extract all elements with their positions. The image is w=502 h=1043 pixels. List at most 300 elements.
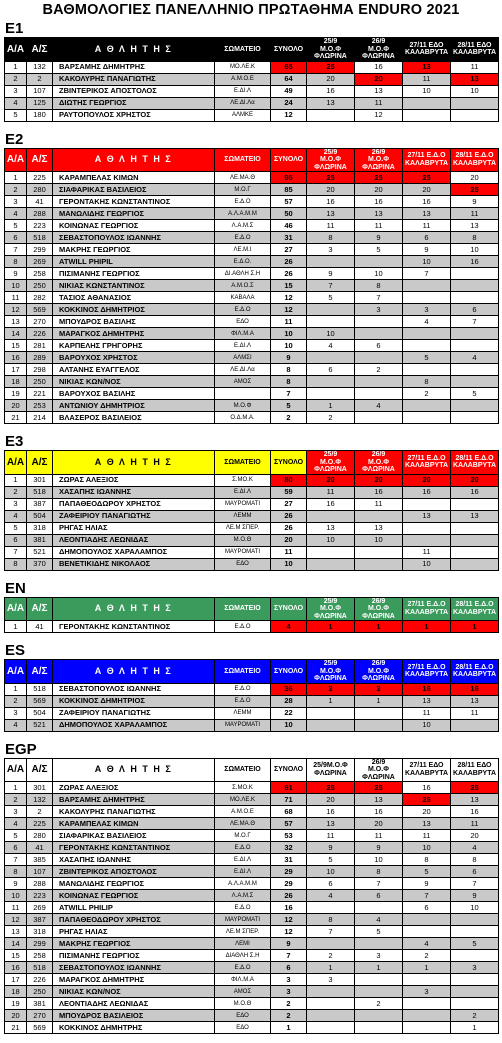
points-cell: 9 xyxy=(307,842,355,854)
athlete-name: ΧΑΣΑΠΗΣ ΙΩΑΝΝΗΣ xyxy=(53,486,215,498)
bib-cell: 299 xyxy=(27,244,53,256)
rank-cell: 1 xyxy=(5,172,27,184)
bib-cell: 269 xyxy=(27,902,53,914)
table-row xyxy=(5,534,499,546)
club-cell: Ε.Δ.Ο xyxy=(215,683,271,695)
header-row xyxy=(5,597,499,621)
athlete-name: ΣΙΑΦΑΡΙΚΑΣ ΒΑΣΙΛΕΙΟΣ xyxy=(53,830,215,842)
points-cell: 2 xyxy=(403,950,451,962)
col-header-event: 27/11 Ε.Δ.Ο ΚΑΛΑΒΡΥΤΑ xyxy=(403,597,451,621)
points-cell: 13 xyxy=(403,510,451,522)
points-cell: 5 xyxy=(355,926,403,938)
col-header-as: Α/Σ xyxy=(27,758,53,782)
col-header-club: ΣΩΜΑΤΕΙΟ xyxy=(215,451,271,475)
total-points: 10 xyxy=(271,719,307,731)
points-cell: 16 xyxy=(403,782,451,794)
points-cell: 7 xyxy=(403,268,451,280)
bib-cell: 504 xyxy=(27,707,53,719)
col-header-event: 27/11 Ε.Δ.Ο ΚΑΛΑΒΡΥΤΑ xyxy=(403,148,451,172)
points-cell: 8 xyxy=(355,280,403,292)
table-row xyxy=(5,268,499,280)
athlete-name: ΒΑΡΣΑΜΗΣ ΔΗΜΗΤΡΗΣ xyxy=(53,794,215,806)
col-header-athlete: Α Θ Λ Η Τ Η Σ xyxy=(53,148,215,172)
total-points: 12 xyxy=(271,304,307,316)
points-cell: 2 xyxy=(355,998,403,1010)
rank-cell: 2 xyxy=(5,794,27,806)
table-row xyxy=(5,388,499,400)
rank-cell: 3 xyxy=(5,806,27,818)
bib-cell: 226 xyxy=(27,328,53,340)
standings-table-e1 xyxy=(4,37,499,122)
athlete-name: ΜΑΡΑΓΚΟΣ ΔΗΜΗΤΡΗΣ xyxy=(53,328,215,340)
total-points: 26 xyxy=(271,256,307,268)
total-points: 64 xyxy=(271,73,307,85)
points-cell: 8 xyxy=(451,854,499,866)
points-cell: 16 xyxy=(307,498,355,510)
total-points: 59 xyxy=(271,486,307,498)
header-row xyxy=(5,758,499,782)
table-row xyxy=(5,256,499,268)
col-header-event: 26/9 Μ.Ο.Φ ΦΛΩΡΙΝΑ xyxy=(355,660,403,684)
points-cell xyxy=(403,412,451,424)
rank-cell: 11 xyxy=(5,902,27,914)
table-row xyxy=(5,376,499,388)
col-header-aa: Α/Α xyxy=(5,38,27,62)
bib-cell: 258 xyxy=(27,950,53,962)
points-cell xyxy=(307,316,355,328)
points-cell: 13 xyxy=(355,85,403,97)
col-header-aa: Α/Α xyxy=(5,758,27,782)
rank-cell: 2 xyxy=(5,73,27,85)
points-cell: 1 xyxy=(451,1022,499,1034)
points-cell: 10 xyxy=(355,854,403,866)
points-cell: 25 xyxy=(307,61,355,73)
table-row xyxy=(5,340,499,352)
rank-cell: 1 xyxy=(5,683,27,695)
table-row xyxy=(5,974,499,986)
points-cell: 11 xyxy=(307,486,355,498)
club-cell: ΛΕ.ΔΙ.Λα xyxy=(215,97,271,109)
col-header-event: 25/9 Μ.Ο.Φ ΦΛΩΡΙΝΑ xyxy=(307,451,355,475)
points-cell: 9 xyxy=(451,196,499,208)
rank-cell: 2 xyxy=(5,184,27,196)
col-header-as: Α/Σ xyxy=(27,451,53,475)
athlete-name: ΒΛΑΣΕΡΟΣ ΒΑΣΙΛΕΙΟΣ xyxy=(53,412,215,424)
points-cell: 3 xyxy=(451,962,499,974)
total-points: 31 xyxy=(271,232,307,244)
total-points: 10 xyxy=(271,340,307,352)
bib-cell: 301 xyxy=(27,474,53,486)
points-cell: 2 xyxy=(451,1010,499,1022)
points-cell: 20 xyxy=(403,806,451,818)
club-cell: Ε.ΔΙ.Λ xyxy=(215,854,271,866)
table-row xyxy=(5,986,499,998)
col-header-as: Α/Σ xyxy=(27,660,53,684)
table-row xyxy=(5,292,499,304)
points-cell: 8 xyxy=(307,914,355,926)
category-label: E2 xyxy=(5,130,24,148)
points-cell: 4 xyxy=(355,914,403,926)
bib-cell: 223 xyxy=(27,890,53,902)
points-cell: 1 xyxy=(355,962,403,974)
athlete-name: ΚΑΡΠΕΛΗΣ ΓΡΗΓΟΡΗΣ xyxy=(53,340,215,352)
rank-cell: 6 xyxy=(5,842,27,854)
total-points: 26 xyxy=(271,890,307,902)
rank-cell: 16 xyxy=(5,962,27,974)
table-row xyxy=(5,85,499,97)
points-cell: 20 xyxy=(451,172,499,184)
bib-cell: 250 xyxy=(27,986,53,998)
points-cell: 9 xyxy=(355,232,403,244)
points-cell: 16 xyxy=(451,806,499,818)
athlete-name: ΑΝΤΩΝΙΟΥ ΔΗΜΗΤΡΙΟΣ xyxy=(53,400,215,412)
bib-cell: 385 xyxy=(27,854,53,866)
total-points: 95 xyxy=(271,172,307,184)
points-cell: 16 xyxy=(451,486,499,498)
points-cell xyxy=(355,546,403,558)
points-cell: 6 xyxy=(355,890,403,902)
club-cell: Α.Μ.Ο.Ε xyxy=(215,806,271,818)
table-row xyxy=(5,220,499,232)
points-cell xyxy=(307,707,355,719)
points-cell xyxy=(403,1022,451,1034)
points-cell xyxy=(403,534,451,546)
points-cell: 11 xyxy=(403,830,451,842)
points-cell: 11 xyxy=(403,220,451,232)
table-row xyxy=(5,316,499,328)
points-cell: 5 xyxy=(355,244,403,256)
col-header-event: 28/11 Ε.Δ.Ο ΚΑΛΑΒΡΥΤΑ xyxy=(451,660,499,684)
bib-cell: 180 xyxy=(27,109,53,121)
rank-cell: 17 xyxy=(5,974,27,986)
table-row xyxy=(5,328,499,340)
bib-cell: 280 xyxy=(27,830,53,842)
points-cell: 13 xyxy=(403,208,451,220)
total-points: 46 xyxy=(271,220,307,232)
table-row xyxy=(5,510,499,522)
athlete-name: ΣΕΒΑΣΤΟΠΟΥΛΟΣ ΙΩΑΝΝΗΣ xyxy=(53,232,215,244)
rank-cell: 9 xyxy=(5,268,27,280)
club-cell: Ε.Δ.Ο xyxy=(215,962,271,974)
col-header-event: 25/9 Μ.Ο.Φ ΦΛΩΡΙΝΑ xyxy=(307,660,355,684)
points-cell: 16 xyxy=(355,806,403,818)
points-cell xyxy=(307,388,355,400)
bib-cell: 387 xyxy=(27,498,53,510)
points-cell: 10 xyxy=(403,842,451,854)
athlete-name: ΚΟΚΚΙΝΟΣ ΔΗΜΗΤΡΙΟΣ xyxy=(53,695,215,707)
points-cell: 1 xyxy=(307,695,355,707)
bib-cell: 41 xyxy=(27,196,53,208)
points-cell: 20 xyxy=(355,818,403,830)
table-row xyxy=(5,719,499,731)
rank-cell: 4 xyxy=(5,208,27,220)
rank-cell: 6 xyxy=(5,232,27,244)
athlete-name: ΜΠΟΥΔΡΟΣ ΒΑΣΙΛΕΙΟΣ xyxy=(53,1010,215,1022)
points-cell: 4 xyxy=(451,352,499,364)
total-points: 8 xyxy=(271,376,307,388)
points-cell xyxy=(355,510,403,522)
points-cell xyxy=(355,376,403,388)
bib-cell: 288 xyxy=(27,878,53,890)
points-cell: 13 xyxy=(403,818,451,830)
points-cell: 5 xyxy=(451,938,499,950)
points-cell: 11 xyxy=(403,73,451,85)
athlete-name: ΜΑΡΑΓΚΟΣ ΔΗΜΗΤΡΗΣ xyxy=(53,974,215,986)
club-cell: Ε.Δ.Ο xyxy=(215,902,271,914)
club-cell: Σ.ΜΟ.Κ xyxy=(215,782,271,794)
points-cell: 13 xyxy=(451,510,499,522)
points-cell: 7 xyxy=(355,292,403,304)
athlete-name: ΒΑΡΣΑΜΗΣ ΔΗΜΗΤΡΗΣ xyxy=(53,61,215,73)
col-header-event: 25/9 Μ.Ο.Φ ΦΛΩΡΙΝΑ xyxy=(307,597,355,621)
col-header-athlete: Α Θ Λ Η Τ Η Σ xyxy=(53,451,215,475)
club-cell: ΛΕ.Μ.Ι xyxy=(215,244,271,256)
col-header-club: ΣΩΜΑΤΕΙΟ xyxy=(215,148,271,172)
page-title: ΒΑΘΜΟΛΟΓΙΕΣ ΠΑΝΕΛΛΗΝΙΟ ΠΡΩΤΑΘΗΜΑ ENDURO 2021 xyxy=(42,2,460,18)
bib-cell: 318 xyxy=(27,926,53,938)
club-cell: ΛΕ.Μ ΣΠΕΡ. xyxy=(215,926,271,938)
club-cell: Α.Μ.Ο.Ε xyxy=(215,73,271,85)
athlete-name: ΝΙΚΙΑΣ ΚΩΝ/ΝΟΣ xyxy=(53,986,215,998)
col-header-total: ΣΥΝΟΛΟ xyxy=(271,38,307,62)
points-cell: 16 xyxy=(307,196,355,208)
bib-cell: 381 xyxy=(27,534,53,546)
points-cell xyxy=(307,352,355,364)
table-row xyxy=(5,522,499,534)
table-row xyxy=(5,412,499,424)
col-header-as: Α/Σ xyxy=(27,38,53,62)
table-row xyxy=(5,184,499,196)
points-cell: 9 xyxy=(451,890,499,902)
points-cell: 2 xyxy=(403,388,451,400)
col-header-event: 26/9 Μ.Ο.Φ ΦΛΩΡΙΝΑ xyxy=(355,38,403,62)
points-cell: 13 xyxy=(307,522,355,534)
col-header-event: 28/11 Ε.Δ.Ο ΚΑΛΑΒΡΥΤΑ xyxy=(451,148,499,172)
total-points: 31 xyxy=(271,854,307,866)
rank-cell: 4 xyxy=(5,719,27,731)
athlete-name: ΠΙΣΙΜΑΝΗΣ ΓΕΩΡΓΙΟΣ xyxy=(53,268,215,280)
bib-cell: 289 xyxy=(27,352,53,364)
points-cell xyxy=(355,388,403,400)
athlete-name: ΚΑΡΑΜΠΕΛΑΣ ΚΙΜΩΝ xyxy=(53,172,215,184)
table-row xyxy=(5,546,499,558)
points-cell: 13 xyxy=(451,220,499,232)
points-cell xyxy=(403,97,451,109)
points-cell xyxy=(307,998,355,1010)
rank-cell: 10 xyxy=(5,890,27,902)
total-points: 12 xyxy=(271,914,307,926)
table-row xyxy=(5,61,499,73)
total-points: 2 xyxy=(271,412,307,424)
athlete-name: ΜΑΚΡΗΣ ΓΕΩΡΓΙΟΣ xyxy=(53,938,215,950)
points-cell xyxy=(403,340,451,352)
club-cell: Μ.Ο.Φ xyxy=(215,400,271,412)
table-row xyxy=(5,842,499,854)
points-cell: 16 xyxy=(451,683,499,695)
total-points: 29 xyxy=(271,878,307,890)
points-cell: 9 xyxy=(307,268,355,280)
table-row xyxy=(5,208,499,220)
athlete-name: ΡΑΥΤΟΠΟΥΛΟΣ ΧΡΗΣΤΟΣ xyxy=(53,109,215,121)
table-row xyxy=(5,1010,499,1022)
points-cell xyxy=(451,109,499,121)
points-cell: 4 xyxy=(451,842,499,854)
athlete-name: ATWILL PHIPIL xyxy=(53,256,215,268)
bib-cell: 518 xyxy=(27,683,53,695)
col-header-aa: Α/Α xyxy=(5,660,27,684)
points-cell: 20 xyxy=(403,184,451,196)
table-row xyxy=(5,938,499,950)
points-cell: 25 xyxy=(355,782,403,794)
club-cell: ΦΙΛ.Μ.Α xyxy=(215,974,271,986)
rank-cell: 4 xyxy=(5,97,27,109)
bib-cell: 225 xyxy=(27,818,53,830)
total-points: 7 xyxy=(271,388,307,400)
standings-table-en xyxy=(4,597,499,634)
club-cell: ΑΜΟΣ xyxy=(215,986,271,998)
bib-cell: 282 xyxy=(27,292,53,304)
table-row xyxy=(5,109,499,121)
athlete-name: ΡΗΓΑΣ ΗΛΙΑΣ xyxy=(53,926,215,938)
col-header-total: ΣΥΝΟΛΟ xyxy=(271,597,307,621)
points-cell: 7 xyxy=(403,890,451,902)
club-cell: Ε.Δ.Ο xyxy=(215,842,271,854)
bib-cell: 387 xyxy=(27,914,53,926)
points-cell xyxy=(355,986,403,998)
standings-table-e2 xyxy=(4,148,499,425)
points-cell: 9 xyxy=(403,878,451,890)
total-points: 27 xyxy=(271,498,307,510)
bib-cell: 221 xyxy=(27,388,53,400)
bib-cell: 280 xyxy=(27,184,53,196)
club-cell: Μ.Ο.Γ xyxy=(215,830,271,842)
col-header-total: ΣΥΝΟΛΟ xyxy=(271,660,307,684)
athlete-name: ΜΑΝΩΛΙΔΗΣ ΓΕΩΡΓΙΟΣ xyxy=(53,878,215,890)
total-points: 10 xyxy=(271,328,307,340)
club-cell: Ε.Δ.Ο xyxy=(215,196,271,208)
points-cell: 10 xyxy=(403,719,451,731)
club-cell: Ε.ΔΙ.Λ xyxy=(215,866,271,878)
points-cell xyxy=(307,256,355,268)
col-header-total: ΣΥΝΟΛΟ xyxy=(271,451,307,475)
athlete-name: ΤΑΣΙΟΣ ΑΘΑΝΑΣΙΟΣ xyxy=(53,292,215,304)
points-cell: 20 xyxy=(307,73,355,85)
points-cell: 1 xyxy=(307,400,355,412)
club-cell: Ε.Δ.Ο xyxy=(215,232,271,244)
bib-cell: 214 xyxy=(27,412,53,424)
points-cell xyxy=(403,280,451,292)
table-row xyxy=(5,498,499,510)
total-points: 12 xyxy=(271,109,307,121)
points-cell: 11 xyxy=(307,220,355,232)
points-cell: 11 xyxy=(307,830,355,842)
header-row xyxy=(5,38,499,62)
points-cell xyxy=(451,914,499,926)
points-cell: 10 xyxy=(403,256,451,268)
points-cell xyxy=(451,974,499,986)
club-cell: ΛΕΜΜ xyxy=(215,707,271,719)
points-cell xyxy=(403,998,451,1010)
points-cell: 1 xyxy=(307,621,355,633)
bib-cell: 301 xyxy=(27,782,53,794)
total-points: 49 xyxy=(271,85,307,97)
athlete-name: ΔΗΜΟΠΟΥΛΟΣ ΧΑΡΑΛΑΜΠΟΣ xyxy=(53,719,215,731)
col-header-event: 26/9 Μ.Ο.Φ ΦΛΩΡΙΝΑ xyxy=(355,597,403,621)
athlete-name: ΛΕΟΝΤΙΑΔΗΣ ΛΕΩΝΙΔΑΣ xyxy=(53,534,215,546)
club-cell: ΜΑΥΡΟΜΑΤΙ xyxy=(215,498,271,510)
table-row xyxy=(5,486,499,498)
club-cell: ΔΙΑΘΛΗ Σ.Η xyxy=(215,950,271,962)
athlete-name: ΔΗΜΟΠΟΥΛΟΣ ΧΑΡΑΛΑΜΠΟΣ xyxy=(53,546,215,558)
athlete-name: ΒΑΡΟΥΧΟΣ ΧΡΗΣΤΟΣ xyxy=(53,352,215,364)
table-row xyxy=(5,914,499,926)
athlete-name: ΜΠΟΥΔΡΟΣ ΒΑΣΙΛΗΣ xyxy=(53,316,215,328)
points-cell xyxy=(355,316,403,328)
bib-cell: 41 xyxy=(27,842,53,854)
total-points: 85 xyxy=(271,184,307,196)
points-cell: 7 xyxy=(451,316,499,328)
col-header-event: 26/9 Μ.Ο.Φ ΦΛΩΡΙΝΑ xyxy=(355,451,403,475)
total-points: 32 xyxy=(271,842,307,854)
points-cell xyxy=(307,546,355,558)
points-cell: 13 xyxy=(451,794,499,806)
rank-cell: 19 xyxy=(5,388,27,400)
table-row xyxy=(5,683,499,695)
rank-cell: 11 xyxy=(5,292,27,304)
club-cell: ΚΑΒΑΛΑ xyxy=(215,292,271,304)
points-cell: 20 xyxy=(403,474,451,486)
athlete-name: ΣΙΑΦΑΡΙΚΑΣ ΒΑΣΙΛΕΙΟΣ xyxy=(53,184,215,196)
points-cell: 4 xyxy=(307,890,355,902)
bib-cell: 569 xyxy=(27,304,53,316)
club-cell xyxy=(215,388,271,400)
bib-cell: 569 xyxy=(27,695,53,707)
bib-cell: 226 xyxy=(27,974,53,986)
col-header-event: 28/11 Ε.Δ.Ο ΚΑΛΑΒΡΥΤΑ xyxy=(451,451,499,475)
points-cell: 16 xyxy=(307,806,355,818)
bib-cell: 107 xyxy=(27,85,53,97)
table-row xyxy=(5,400,499,412)
club-cell: ΛΕ.Μ ΣΠΕΡ. xyxy=(215,522,271,534)
table-row xyxy=(5,707,499,719)
club-cell: ΛΕ.ΔΙ.Λα xyxy=(215,364,271,376)
points-cell: 20 xyxy=(355,184,403,196)
points-cell xyxy=(307,1010,355,1022)
table-row xyxy=(5,474,499,486)
points-cell xyxy=(307,109,355,121)
rank-cell: 7 xyxy=(5,546,27,558)
bib-cell: 225 xyxy=(27,172,53,184)
athlete-name: ΖΑΦΕΙΡΙΟΥ ΠΑΝΑΓΙΩΤΗΣ xyxy=(53,707,215,719)
club-cell: ΑΜΟΣ xyxy=(215,376,271,388)
table-row xyxy=(5,794,499,806)
total-points: 71 xyxy=(271,794,307,806)
points-cell: 2 xyxy=(355,683,403,695)
points-cell xyxy=(355,974,403,986)
table-row xyxy=(5,854,499,866)
rank-cell: 8 xyxy=(5,558,27,570)
points-cell: 13 xyxy=(307,208,355,220)
club-cell: Ε.Δ.Ο xyxy=(215,621,271,633)
points-cell: 10 xyxy=(307,534,355,546)
athlete-name: ΠΑΠΑΘΕΟΔΩΡΟΥ ΧΡΗΣΤΟΣ xyxy=(53,498,215,510)
points-cell: 10 xyxy=(451,85,499,97)
rank-cell: 4 xyxy=(5,510,27,522)
athlete-name: ΧΑΣΑΠΗΣ ΙΩΑΝΝΗΣ xyxy=(53,854,215,866)
club-cell: ΜΑΥΡΟΜΑΤΙ xyxy=(215,719,271,731)
points-cell: 13 xyxy=(355,794,403,806)
club-cell: ΕΔΟ xyxy=(215,1022,271,1034)
